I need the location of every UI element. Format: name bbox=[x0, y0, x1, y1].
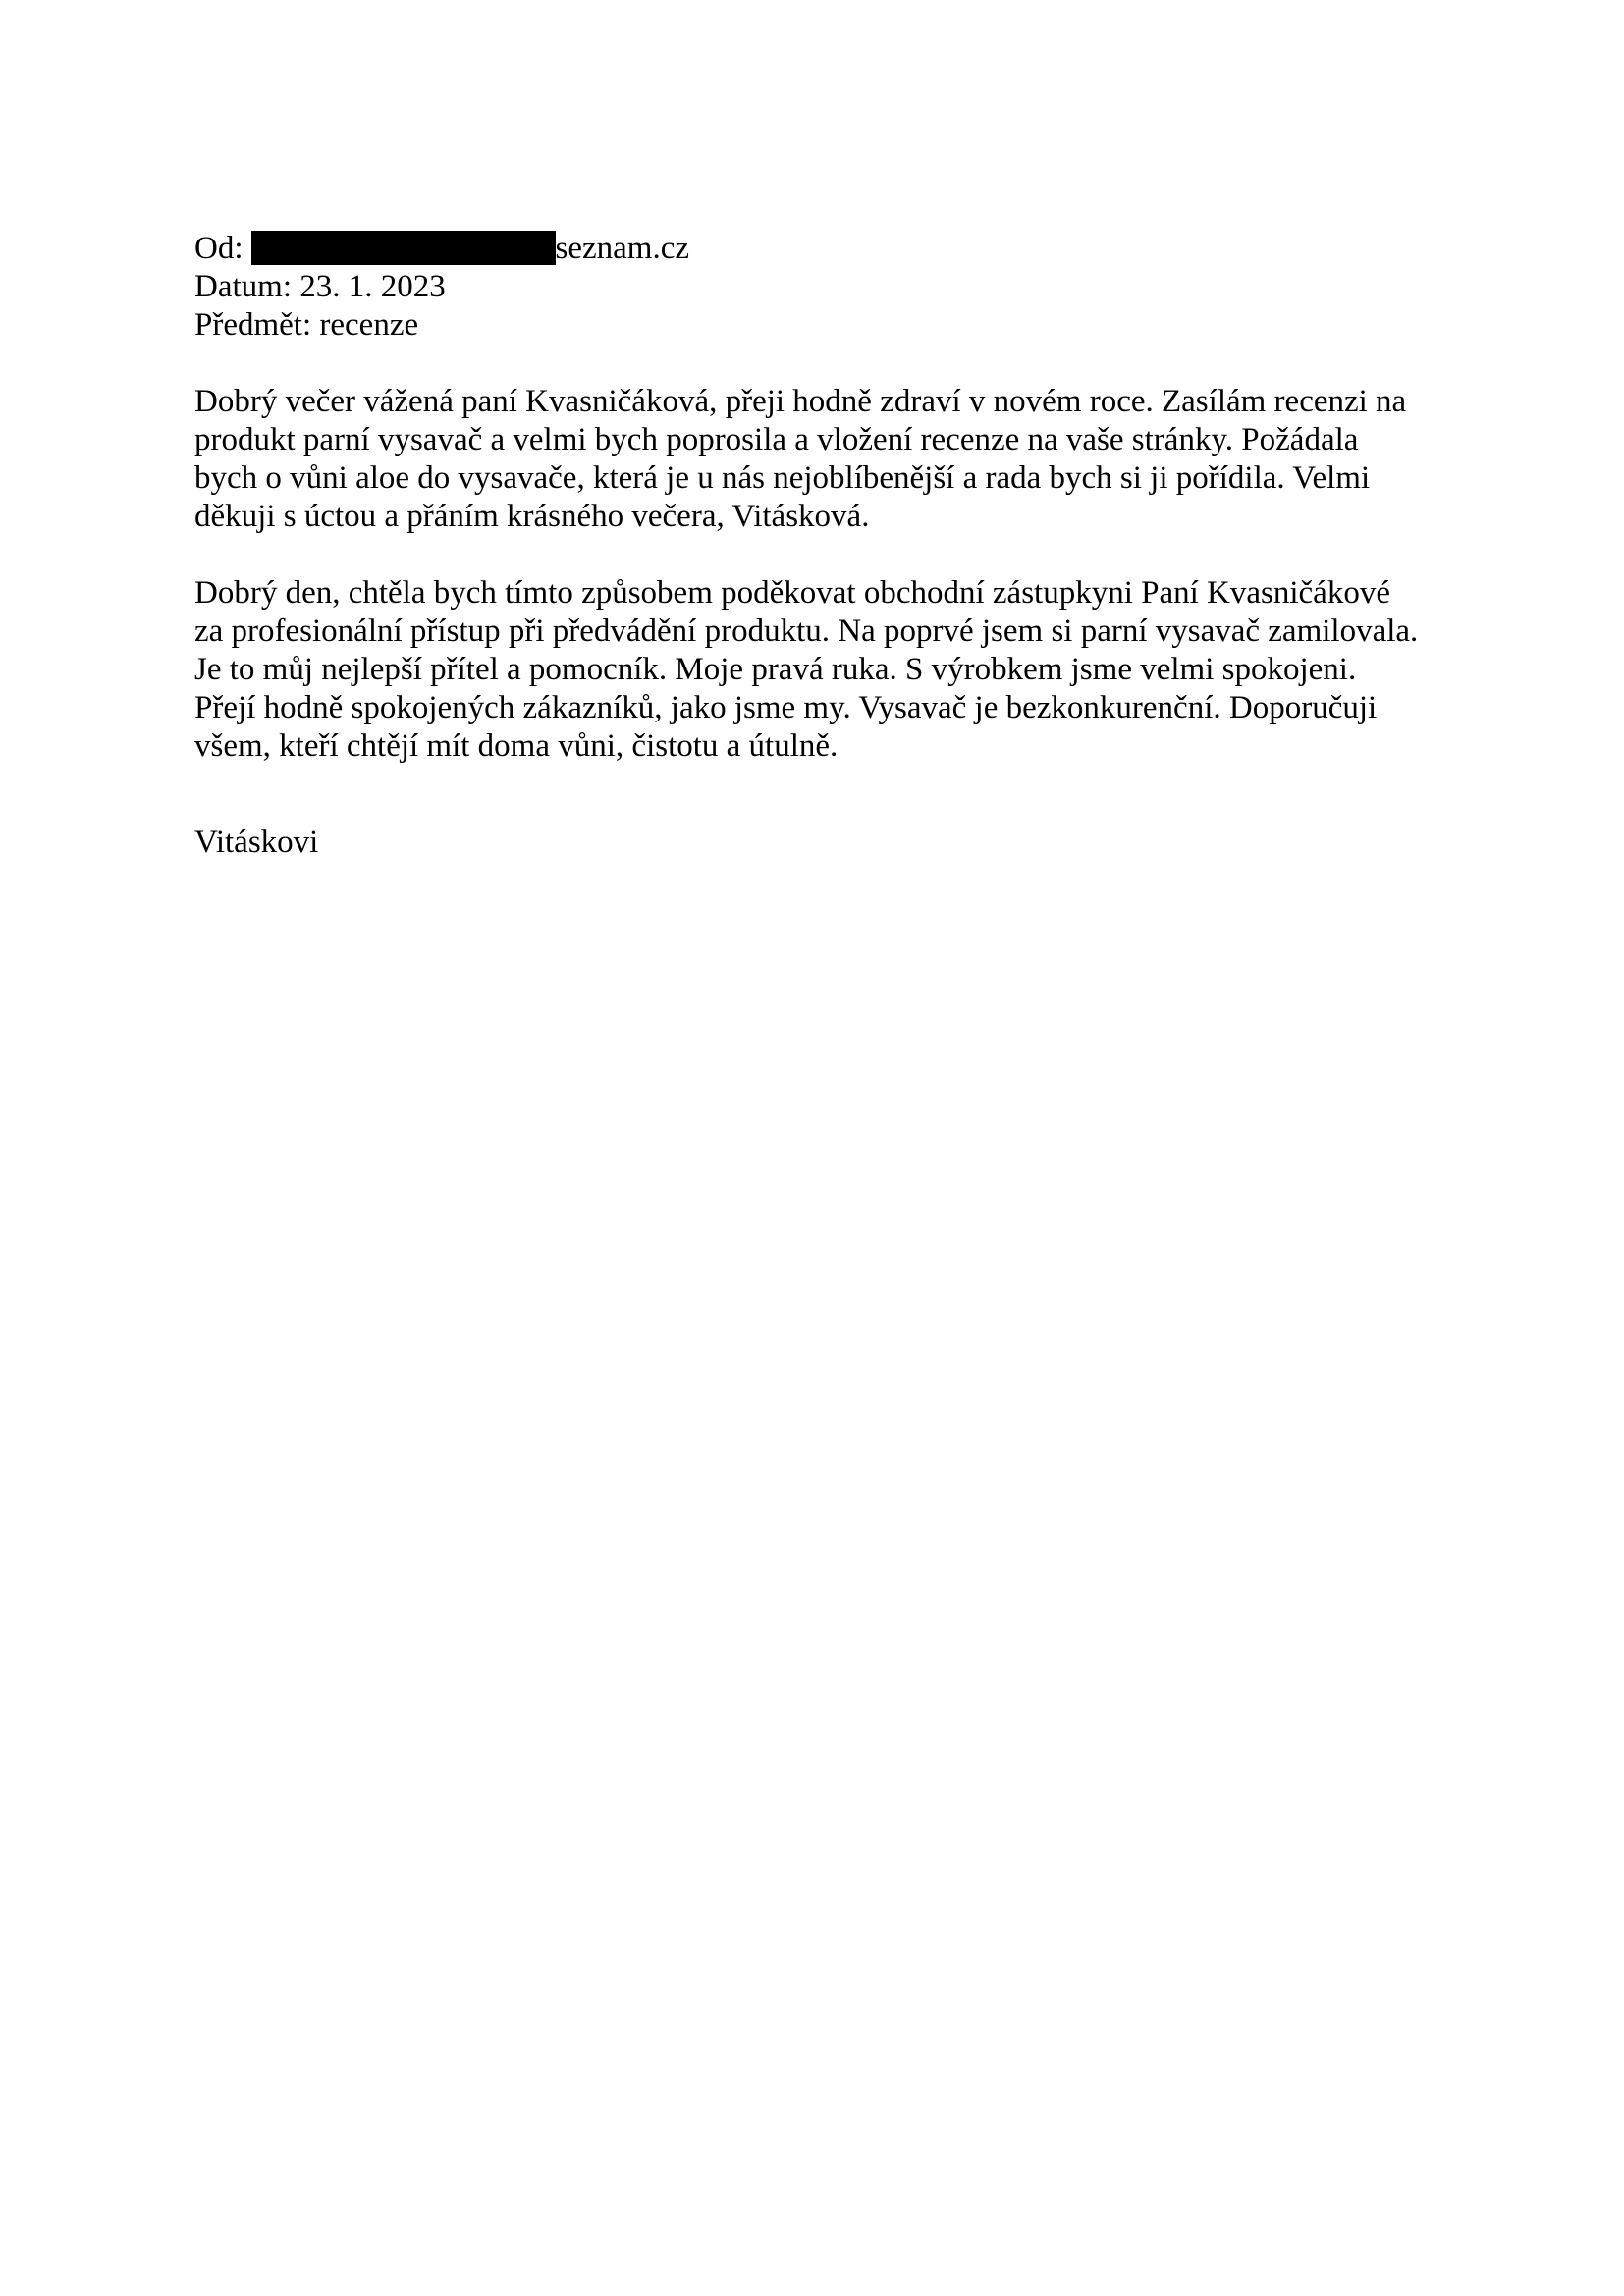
from-label: Od: bbox=[194, 231, 244, 266]
body-paragraph-1: Dobrý večer vážená paní Kvasničáková, přeji hodně zdraví v novém roce. Zasílám recenzi na produkt parní vysavač a velmi bych poprosila a vložení recenze na vaše stránky. Požádala bych o vůni aloe do vysavače, která je u nás nejoblíbenější a rada bych si ji pořídila. Velmi děkuji s úctou a přáním krásného večera, Vitásková. bbox=[194, 384, 1407, 534]
subject-line: Předmět: recenze bbox=[194, 307, 419, 343]
date-line: Datum: 23. 1. 2023 bbox=[194, 269, 446, 304]
from-domain: seznam.cz bbox=[555, 231, 689, 266]
signature: Vitáskovi bbox=[194, 825, 319, 860]
spacer bbox=[194, 536, 1471, 574]
from-line bbox=[194, 230, 1471, 268]
spacer bbox=[194, 345, 1471, 383]
redacted-email-block bbox=[251, 231, 556, 265]
body-paragraph-2: Dobrý den, chtěla bych tímto způsobem poděkovat obchodní zástupkyni Paní Kvasničákové za profesionální přístup při předvádění produktu. Na poprvé jsem si parní vysavač zamilovala. Je to můj nejlepší přítel a pomocník. Moje pravá ruka. S výrobkem jsme velmi spokojeni. Přejí hodně spokojených zákazníků, jako jsme my. Vysavač je bezkonkurenční. Doporučuji všem, kteří chtějí mít doma vůni, čistotu a útulně. bbox=[194, 575, 1419, 764]
spacer bbox=[194, 766, 1471, 824]
letter-content bbox=[194, 230, 1471, 862]
